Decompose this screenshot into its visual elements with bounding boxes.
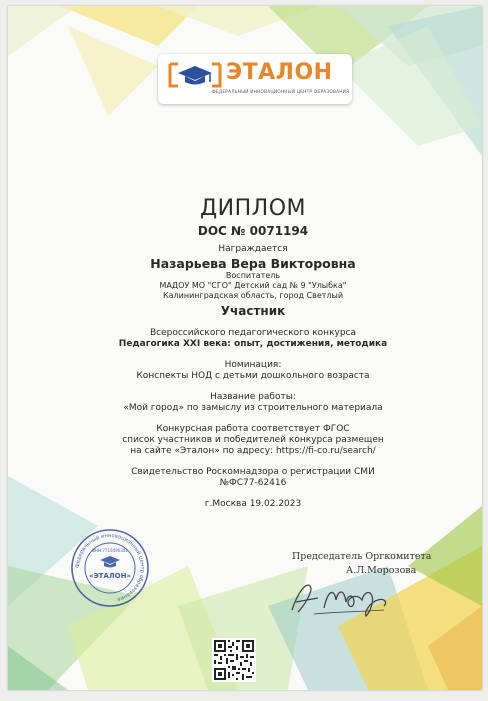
handwritten-signature [284, 572, 404, 622]
doc-number: DOC № 0071194 [197, 224, 309, 238]
diploma-title: ДИПЛОМ [199, 196, 307, 221]
contest-name: Педагогика XXI века: опыт, достижения, методика [118, 339, 388, 349]
official-seal [70, 528, 150, 608]
etalon-logo [158, 54, 352, 104]
graduation-cap-icon [168, 60, 222, 90]
work-value: «Мой город» по замыслу из строительного материала [123, 403, 383, 413]
seal-center-text: «ЭТАЛОН» [89, 572, 131, 580]
logo-brand: ЭТАЛОН [226, 60, 333, 85]
smi-line-1: Свидетельство Роскомнадзора о регистрации СМИ [131, 467, 375, 477]
nomination-value: Конспекты НОД с детьми дошкольного возраста [136, 371, 370, 381]
logo-subtitle: ФЕДЕРАЛЬНЫЙ ИННОВАЦИОННЫЙ ЦЕНТР ОБРАЗОВАНИЯ [212, 90, 350, 95]
fgos-line-2: список участников и победителей конкурса размещен [122, 435, 384, 445]
nomination-label: Номинация: [224, 360, 282, 370]
fgos-line-3: на сайте «Эталон» по адресу: https://fi-co.ru/search/ [130, 446, 376, 456]
fgos-line-1: Конкурсная работа соответствует ФГОС [156, 424, 350, 434]
awarded-label: Награждается [218, 244, 288, 254]
qr-code [212, 638, 256, 682]
place-date: г.Москва 19.02.2023 [204, 499, 302, 509]
diploma-body [68, 196, 438, 510]
recipient-location: Калининградская область, город Светлый [162, 291, 344, 300]
diploma-sheet [8, 6, 482, 690]
recipient-organization: МАДОУ МО "СГО" Детский сад № 9 "Улыбка" [159, 281, 347, 290]
work-label: Название работы: [210, 392, 296, 402]
contest-line-1: Всероссийского педагогического конкурса [149, 328, 357, 338]
signature-title: Председатель Оргкомитета [292, 551, 432, 562]
seal-ring-text: Федеральный инновационный центр образования [74, 532, 146, 603]
signature-name: А.Л.Морозова [346, 565, 417, 576]
smi-line-2: №ФС77-62416 [219, 478, 287, 488]
seal-inn: ИНН 7710496301 [92, 548, 128, 553]
participant-role: Участник [220, 304, 286, 318]
recipient-position: Воспитатель [225, 271, 281, 280]
recipient-name: Назарьева Вера Викторовна [150, 256, 356, 271]
seal-cap-icon [100, 556, 120, 568]
